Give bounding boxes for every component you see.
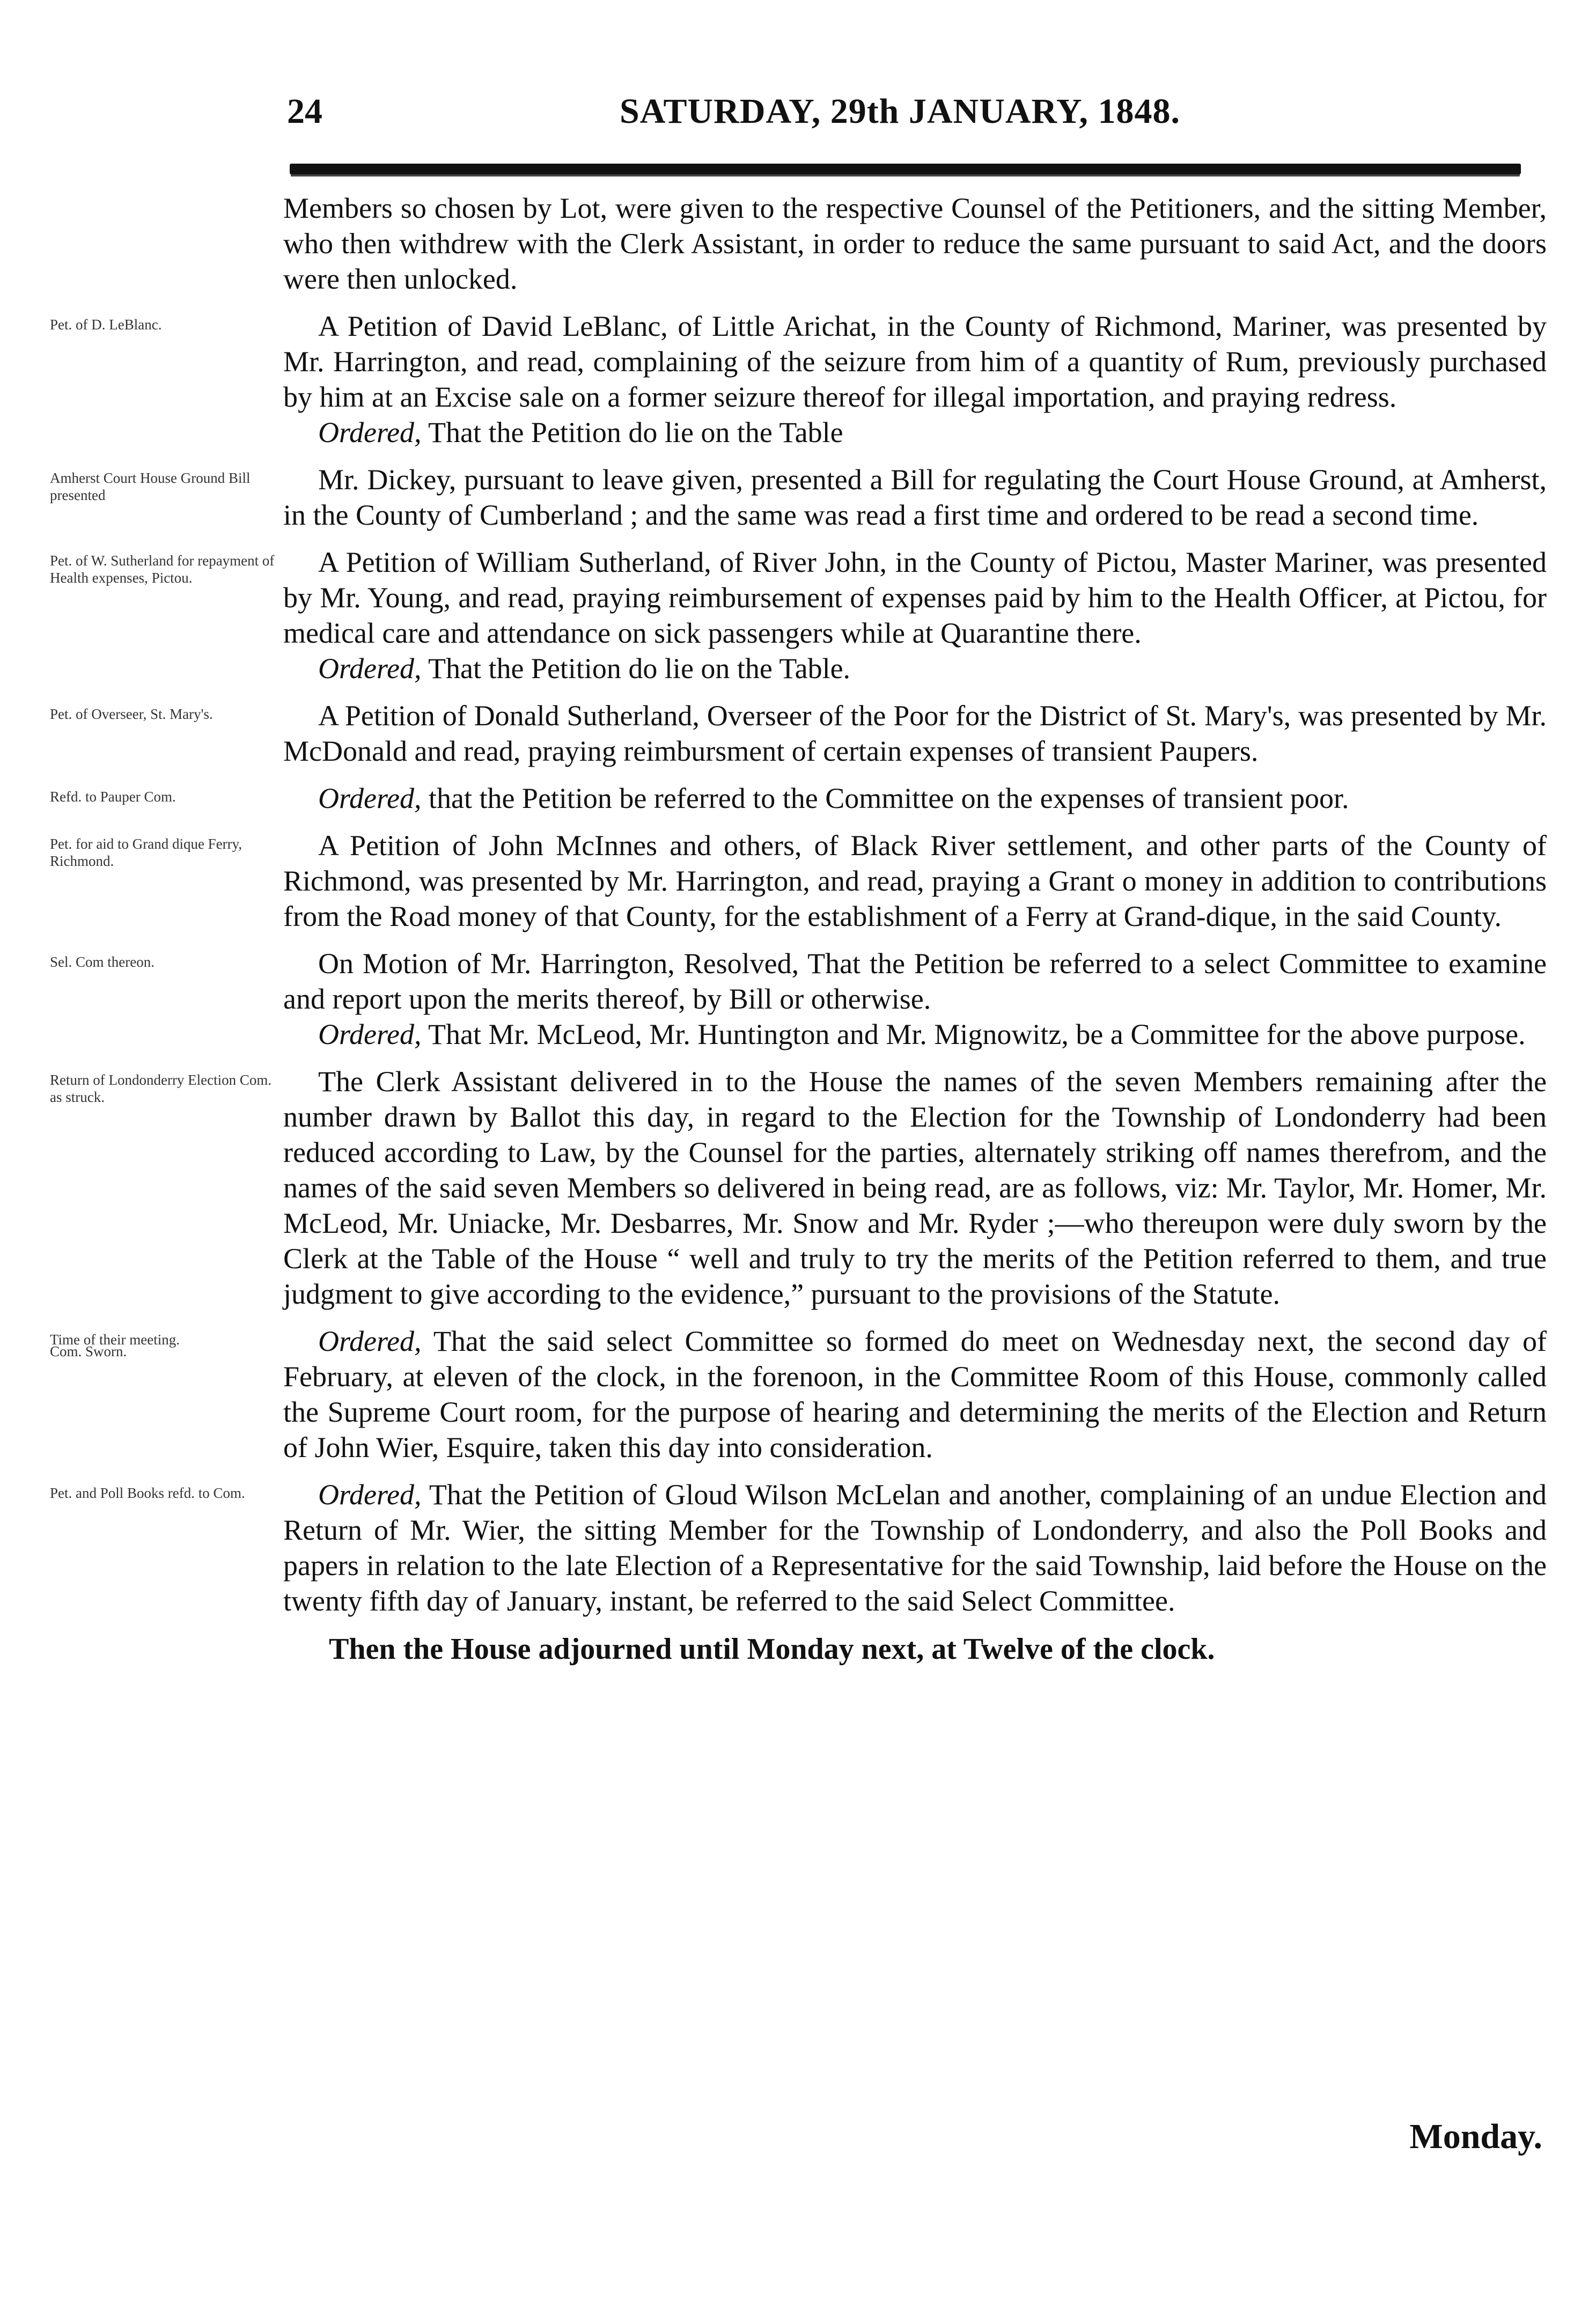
paragraph-text: That the said select Committee so formed do meet on Wednesday next, the second day of February, at eleven of the clock, in the forenoon, in the Committee Room of this House, commonly called the Supreme Court room, for the purpose of hearing and determining the merits of the Election and Return of John Wier, Esquire, taken this day into consideration. (283, 1325, 1547, 1464)
paragraph-text: Members so chosen by Lot, were given to the respective Counsel of the Petitioners, and the sitting Member, who then withdrew with the Clerk Assistant, in order to reduce the same pursuant to said Act, and the doors were then unlocked. (283, 192, 1547, 295)
entry-paragraph (283, 415, 1547, 450)
entry-paragraph (283, 698, 1547, 769)
paragraph-text: That the Petition of Gloud Wilson McLelan and another, complaining of an undue Election and Return of Mr. Wier, the sitting Member for the Township of Londonderry, and also the Poll Books and papers in relation to the late Election of a Representative for the said Township, laid before the House on the twenty fifth day of January, instant, be referred to the said Select Committee. (283, 1479, 1547, 1617)
journal-entry (50, 545, 1547, 686)
paragraph-text: that the Petition be referred to the Committee on the expenses of transient poor. (421, 782, 1349, 814)
paragraph-text: A Petition of Donald Sutherland, Overseer of the Poor for the District of St. Mary's, was presented by Mr. McDonald and read, praying reimbursment of certain expenses of transient Paupers. (283, 700, 1547, 767)
catchword: Monday. (1409, 2117, 1542, 2156)
paragraph-text: That the Petition do lie on the Table (421, 416, 843, 448)
margin-note: Return of Londonderry Election Com. as struck. (50, 1072, 272, 1105)
paragraph-text: Mr. Dickey, pursuant to leave given, presented a Bill for regulating the Court House Ground, at Amherst, in the County of Cumberland ; and the same was read a first time and ordered to be read a second time. (283, 464, 1547, 531)
ordered-label: Ordered, (318, 416, 422, 448)
ordered-label: Ordered, (318, 1479, 422, 1511)
entry-paragraph (283, 1323, 1547, 1465)
paragraph-text: That the Petition do lie on the Table. (421, 652, 851, 685)
entry-paragraph (283, 781, 1547, 816)
margin-note: Pet. and Poll Books refd. to Com. (50, 1485, 245, 1501)
ordered-label: Ordered, (318, 782, 422, 814)
margin-note: Pet. of Overseer, St. Mary's. (50, 706, 213, 722)
margin-note: Pet. of D. LeBlanc. (50, 317, 162, 333)
journal-entry (283, 190, 1547, 297)
margin-note: Pet. of W. Sutherland for repayment of Health expenses, Pictou. (50, 553, 275, 586)
entry-paragraph (283, 462, 1547, 533)
entry-paragraph (283, 190, 1547, 297)
entry-paragraph (283, 1477, 1547, 1619)
paragraph-text: A Petition of John McInnes and others, of Black River settlement, and other parts of the County of Richmond, was presented by Mr. Harrington, and read, praying a Grant o money in addition to contributions from the Road money of that County, for the establishment of a Ferry at Grand-dique, in the said County. (283, 829, 1547, 932)
margin-note: Time of their meeting. (50, 1332, 180, 1348)
paragraph-text: That Mr. McLeod, Mr. Huntington and Mr. Mignowitz, be a Committee for the above purpose. (421, 1018, 1526, 1050)
page-number: 24 (287, 92, 322, 131)
journal-entry (50, 828, 1547, 934)
journal-entry (50, 1477, 1547, 1619)
journal-body (0, 190, 1596, 1698)
journal-entry (50, 781, 1547, 816)
entry-paragraph (283, 1017, 1547, 1052)
entry-paragraph (283, 651, 1547, 686)
paragraph-text: The Clerk Assistant delivered in to the House the names of the seven Members remaining after the number drawn by Ballot this day, in regard to the Election for the Township of Londonderry had been reduced according to Law, by the Counsel for the parties, alternately striking off names therefrom, and the names of the said seven Members so delivered in being read, are as follows, viz: Mr. Taylor, Mr. Homer, Mr. McLeod, Mr. Uniacke, Mr. Desbarres, Mr. Snow and Mr. Ryder ;—who thereupon were duly sworn by the Clerk at the Table of the House “ well and truly to try the merits of the Petition referred to them, and true judgment to give according to the evidence,” pursuant to the provisions of the Statute. (283, 1065, 1547, 1310)
entry-paragraph (283, 545, 1547, 651)
header-rule (290, 164, 1521, 174)
margin-note: Refd. to Pauper Com. (50, 789, 176, 805)
ordered-label: Ordered, (318, 652, 422, 685)
entry-paragraph (283, 828, 1547, 934)
journal-entry (50, 698, 1547, 769)
running-head: SATURDAY, 29th JANUARY, 1848. (620, 92, 1180, 131)
page-header (276, 91, 1537, 150)
journal-entry (50, 946, 1547, 1052)
ordered-label: Ordered, (318, 1018, 422, 1050)
journal-entry (50, 308, 1547, 450)
paragraph-text: A Petition of David LeBlanc, of Little Arichat, in the County of Richmond, Mariner, was presented by Mr. Harrington, and read, complaining of the seizure from him of a quantity of Rum, previously purchased by him at an Excise sale on a former seizure thereof for illegal importation, and praying redress. (283, 310, 1547, 413)
entry-paragraph (283, 1064, 1547, 1312)
margin-note: Amherst Court House Ground Bill presented (50, 470, 251, 503)
margin-note: Com. Sworn. (50, 1343, 127, 1359)
adjournment: Then the House adjourned until Monday next, at Twelve of the clock. (329, 1633, 1215, 1666)
ordered-label: Ordered, (318, 1325, 422, 1357)
margin-note: Sel. Com thereon. (50, 954, 155, 970)
paragraph-text: A Petition of William Sutherland, of River John, in the County of Pictou, Master Mariner, was presented by Mr. Young, and read, praying reimbursement of expenses paid by him to the Health Officer, at Pictou, for medical care and attendance on sick passengers while at Quarantine there. (283, 546, 1547, 649)
journal-entry (50, 462, 1547, 533)
entry-paragraph (283, 308, 1547, 415)
paragraph-text: On Motion of Mr. Harrington, Resolved, That the Petition be referred to a select Committee to examine and report upon the merits thereof, by Bill or otherwise. (283, 947, 1547, 1015)
entry-paragraph (283, 946, 1547, 1017)
margin-note: Pet. for aid to Grand dique Ferry, Richmond. (50, 836, 242, 869)
